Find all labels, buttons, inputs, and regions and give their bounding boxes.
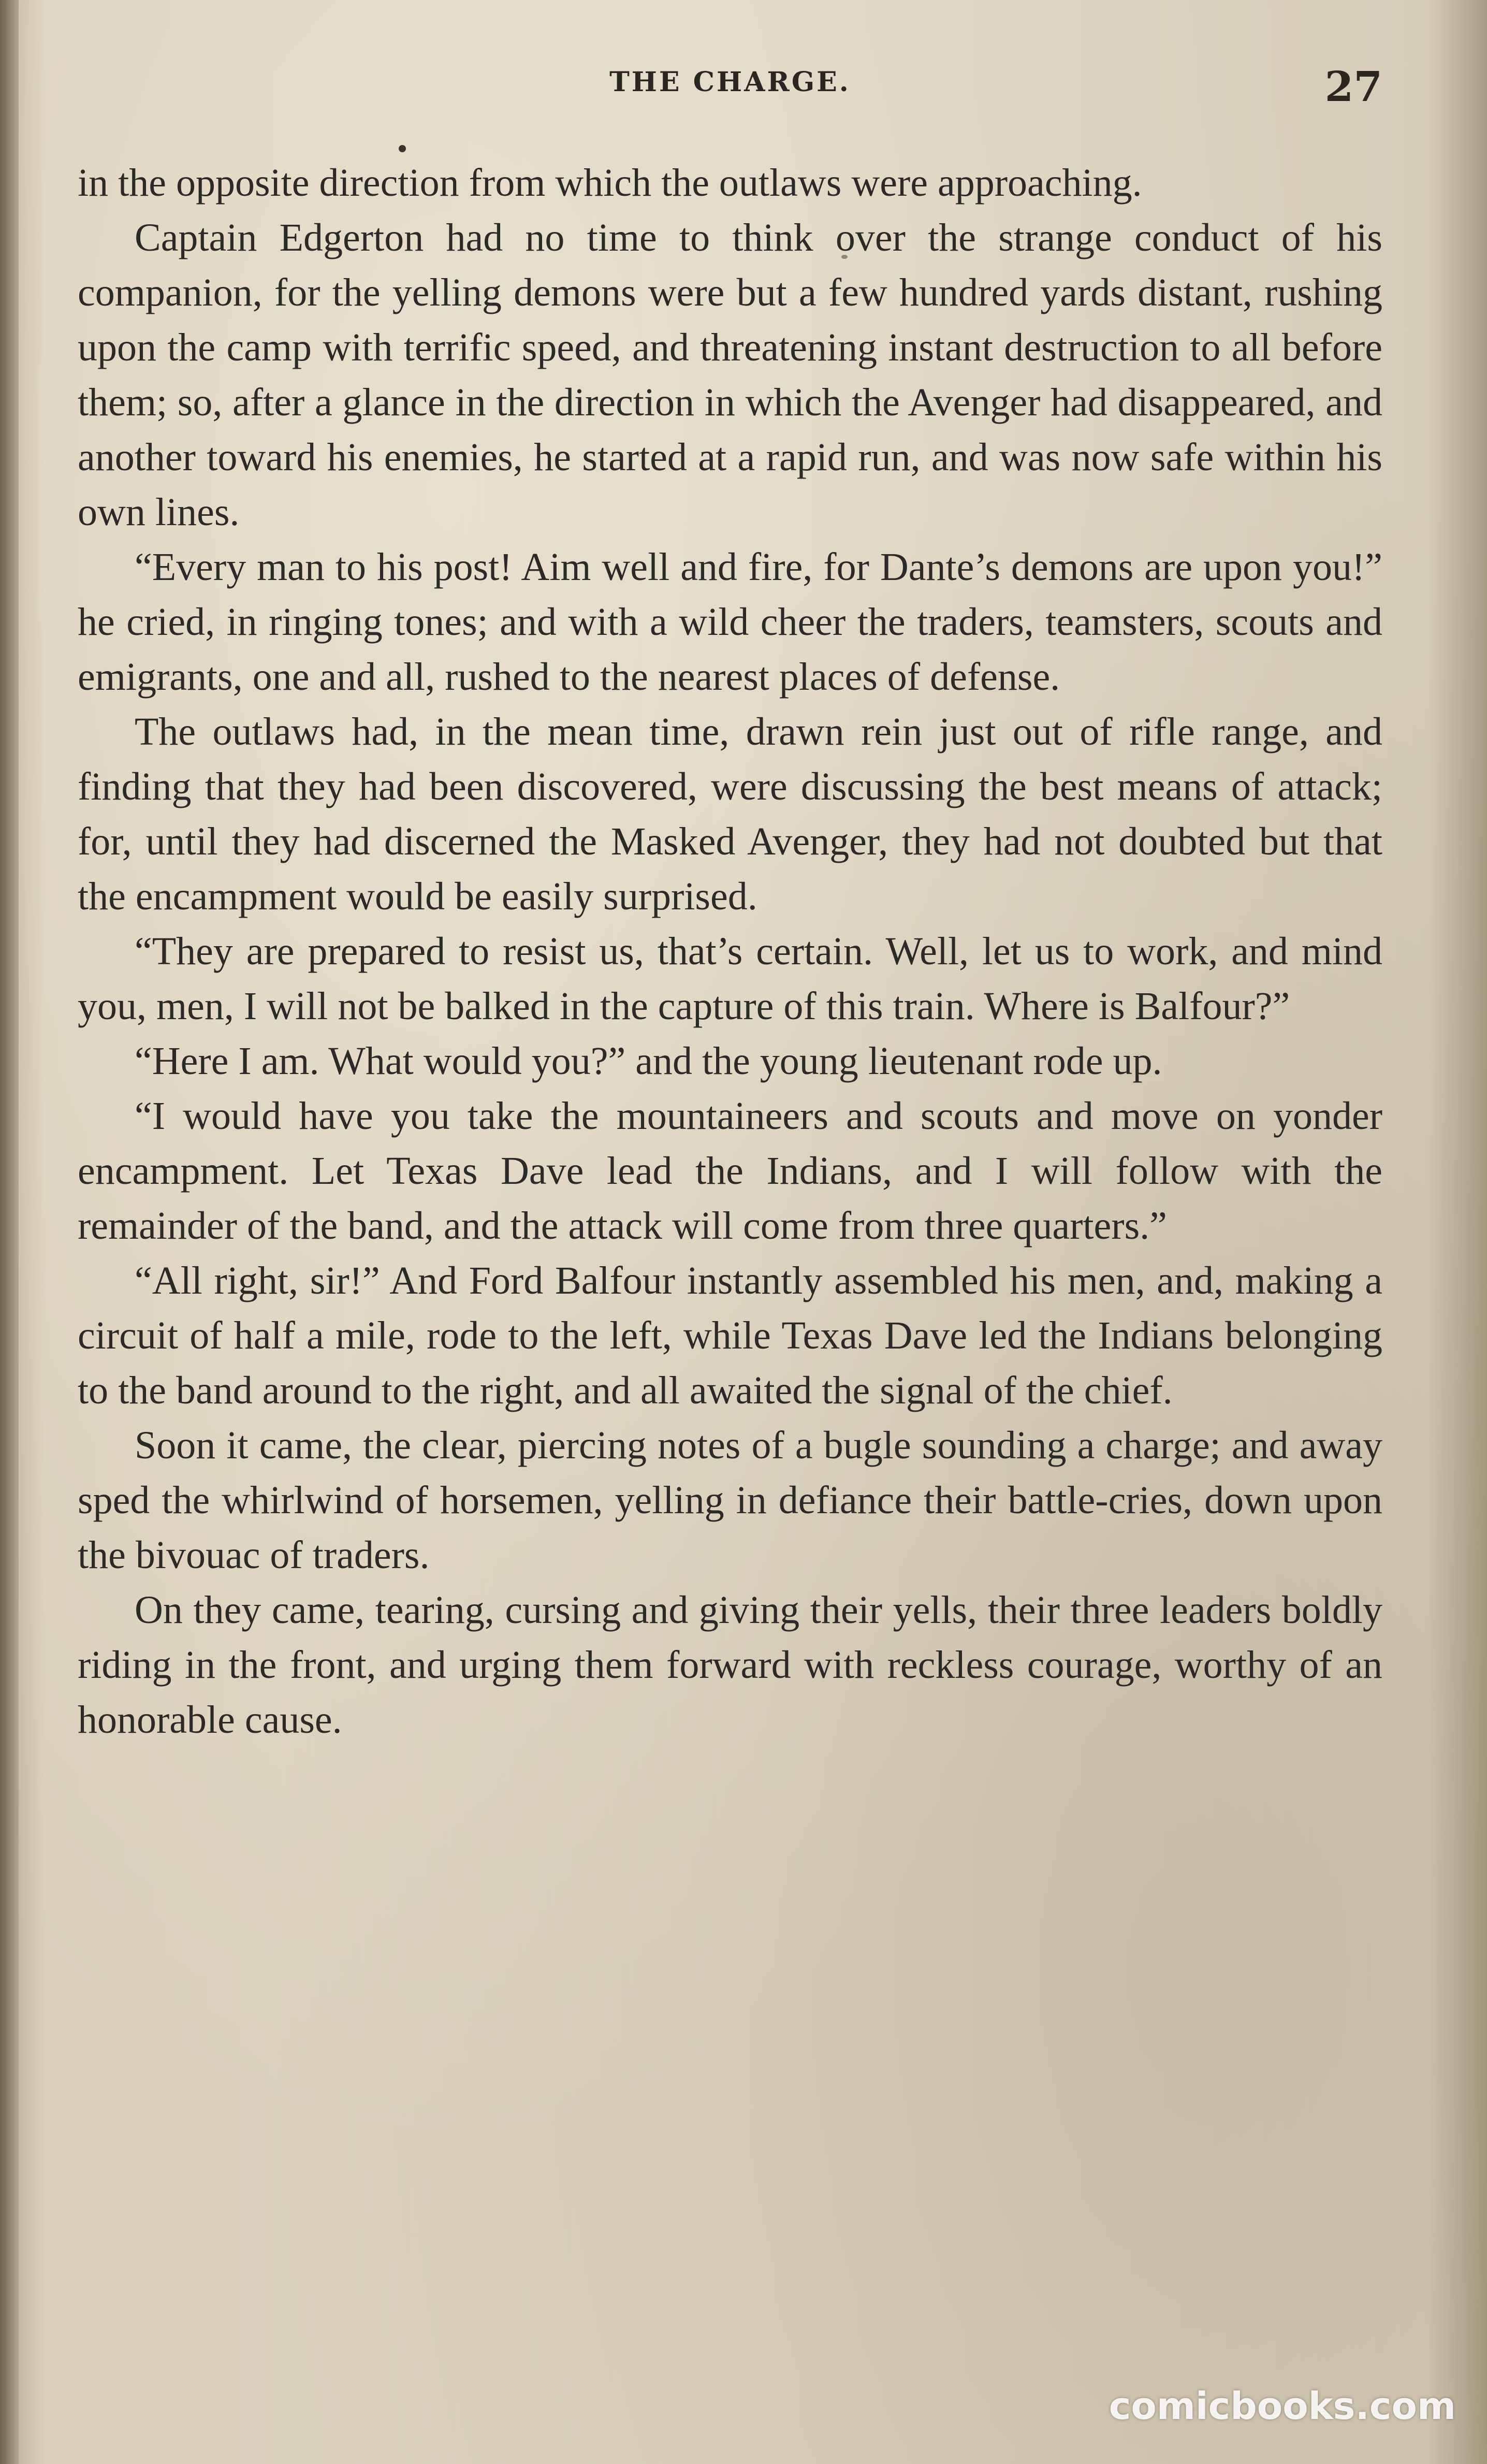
paragraph: “All right, sir!” And Ford Balfour instantly assembled his men, and, making a circuit of half a mile, rode to the left, while Texas Dave led the Indians belonging to the band around to the right, and all awaited the signal of the chief.: [78, 1259, 1382, 1412]
page-edge: [0, 0, 19, 2464]
watermark: comicbooks.com: [1109, 2384, 1456, 2428]
paragraph: Captain Edgerton had no time to think over the strange conduct of his companion, for the yelling demons were but a few hundred yards distant, rushing upon the camp with terrific speed, and threatening instant destruction to all before them; so, after a glance in the direction in which the Avenger had disappeared, and another toward his enemies, he started at a rapid run, and was now safe within his own lines.: [78, 216, 1382, 534]
paragraph: “They are prepared to resist us, that’s certain. Well, let us to work, and mind you, men, I will not be balked in the capture of this train. Where is Balfour?”: [78, 930, 1382, 1028]
paragraph: “I would have you take the mountaineers and scouts and move on yonder encampment. Let Texas Dave lead the Indians, and I will follow with the remainder of the band, and the attack will come from three quarters.”: [78, 1094, 1382, 1248]
paragraph: On they came, tearing, cursing and giving their yells, their three leaders boldly riding in the front, and urging them forward with reckless courage, worthy of an honorable cause.: [78, 1588, 1382, 1742]
paragraph: “Every man to his post! Aim well and fire, for Dante’s demons are upon you!” he cried, in ringing tones; and with a wild cheer the traders, teamsters, scouts and emigrants, one and all, rushed to the nearest places of defense.: [78, 545, 1382, 699]
paragraph: “Here I am. What would you?” and the young lieutenant rode up.: [135, 1039, 1162, 1083]
ink-speck: [399, 145, 406, 152]
page-number: 27: [1324, 62, 1382, 111]
page-header: [78, 62, 1382, 119]
running-head: THE CHARGE.: [609, 66, 851, 98]
paragraph: The outlaws had, in the mean time, drawn rein just out of rifle range, and finding that they had been discovered, were discussing the best means of attack; for, until they had discerned the Masked Avenger, they had not doubted but that the encampment would be easily surprised.: [78, 710, 1382, 918]
paragraph: in the opposite direction from which the outlaws were approaching.: [78, 161, 1142, 205]
paragraph: Soon it came, the clear, piercing notes of a bugle sounding a charge; and away sped the whirlwind of horsemen, yelling in defiance their battle-cries, down upon the bivouac of traders.: [78, 1424, 1382, 1577]
body-text: [78, 155, 1382, 1747]
